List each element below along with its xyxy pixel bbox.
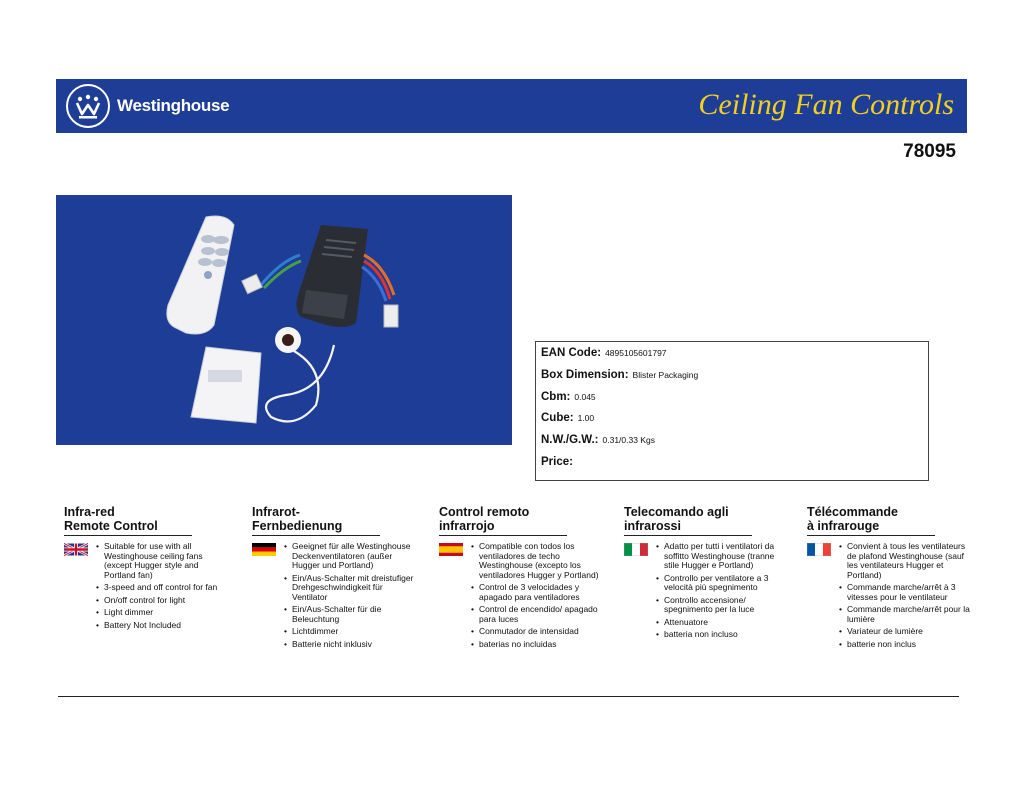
italy-flag-icon xyxy=(624,543,648,556)
language-column-french xyxy=(807,505,970,649)
spec-table xyxy=(535,341,929,481)
list-item: • Suitable for use with all Westinghouse ceiling fans (except Hugger style and Portland fan) xyxy=(96,542,231,580)
feature-list xyxy=(839,542,974,652)
list-item: • Variateur de lumière xyxy=(839,627,974,637)
france-flag-icon xyxy=(807,543,831,556)
divider xyxy=(439,535,567,536)
footer-divider xyxy=(58,696,959,697)
column-title-line: Remote Control xyxy=(64,519,158,533)
list-item: • Conmutador de intensidad xyxy=(471,627,606,637)
list-item: • Commande marche/arrêt à 3 vitesses pour le ventilateur xyxy=(839,583,974,602)
language-column-italian xyxy=(624,505,784,639)
column-title-line: Fernbedienung xyxy=(252,519,343,533)
feature-list xyxy=(284,542,419,652)
column-title xyxy=(624,505,784,535)
spec-label: Cbm: xyxy=(541,391,571,403)
spec-row xyxy=(541,408,594,426)
list-item: • baterias no incluidas xyxy=(471,640,606,650)
list-item: • On/off control for light xyxy=(96,596,231,606)
spec-label: Box Dimension: xyxy=(541,369,629,381)
column-title xyxy=(64,505,224,535)
list-item: • Batterie nicht inklusiv xyxy=(284,640,419,650)
remote-control-icon xyxy=(167,216,234,334)
language-column-spanish xyxy=(439,505,599,649)
list-item: • batterie non inclus xyxy=(839,640,974,650)
spec-value: Blister Packaging xyxy=(632,370,699,380)
product-photo xyxy=(56,195,512,445)
divider xyxy=(252,535,380,536)
list-item: • Convient à tous les ventilateurs de plafond Westinghouse (sauf les ventilateurs Hugger et Portland) xyxy=(839,542,974,580)
list-item: • batteria non incluso xyxy=(656,630,791,640)
column-title-line: infrarrojo xyxy=(439,519,495,533)
spec-value: 0.045 xyxy=(574,392,596,402)
language-column-english xyxy=(64,505,224,630)
list-item: • Light dimmer xyxy=(96,608,231,618)
column-title-line: à infrarouge xyxy=(807,519,880,533)
list-item: • Ein/Aus-Schalter mit dreistufiger Drehgeschwindigkeit für Ventilator xyxy=(284,574,419,603)
column-title xyxy=(252,505,412,535)
list-item: • Lichtdimmer xyxy=(284,627,419,637)
model-number: 78095 xyxy=(903,141,956,162)
spec-row xyxy=(541,343,667,361)
wall-bracket-icon xyxy=(191,347,261,423)
list-item: • Ein/Aus-Schalter für die Beleuchtung xyxy=(284,605,419,624)
uk-flag-icon xyxy=(64,543,88,556)
column-title-line: infrarossi xyxy=(624,519,681,533)
spec-row xyxy=(541,452,577,470)
list-item: • Controllo accensione/ spegnimento per la luce xyxy=(656,596,791,615)
list-item: • Battery Not Included xyxy=(96,621,231,631)
column-title-line: Infrarot- xyxy=(252,505,300,519)
divider xyxy=(807,535,935,536)
spain-flag-icon xyxy=(439,543,463,556)
divider xyxy=(64,535,192,536)
brand-name: Westinghouse xyxy=(117,96,230,115)
column-title-line: Telecomando agli xyxy=(624,505,729,519)
column-title-line: Télécommande xyxy=(807,505,899,519)
list-item: • Control de encendido/ apagado para luces xyxy=(471,605,606,624)
column-title-line: Control remoto xyxy=(439,505,530,519)
feature-list xyxy=(96,542,231,633)
list-item: • Attenuatore xyxy=(656,618,791,628)
spec-label: N.W./G.W.: xyxy=(541,434,599,446)
spec-value: 0.31/0.33 Kgs xyxy=(602,435,655,445)
list-item: • Compatible con todos los ventiladores de techo Westinghouse (excepto los ventiladores Hugger y Portland) xyxy=(471,542,606,580)
list-item: • 3-speed and off control for fan xyxy=(96,583,231,593)
spec-row xyxy=(541,365,698,383)
list-item: • Geeignet für alle Westinghouse Deckenventilatoren (außer Hugger und Portland) xyxy=(284,542,419,571)
column-title xyxy=(439,505,599,535)
list-item: • Adatto per tutti i ventilatori da soffitto Westinghouse (tranne stile Hugger e Portland) xyxy=(656,542,791,571)
column-title-line: Infra-red xyxy=(64,505,115,519)
feature-list xyxy=(471,542,606,652)
page-title: Ceiling Fan Controls xyxy=(698,88,954,121)
spec-label: EAN Code: xyxy=(541,347,602,359)
spec-row xyxy=(541,387,596,405)
language-column-german xyxy=(252,505,414,649)
list-item: • Controllo per ventilatore a 3 velocità più spegnimento xyxy=(656,574,791,593)
spec-value: 4895105601797 xyxy=(605,348,667,358)
germany-flag-icon xyxy=(252,543,276,556)
spec-label: Cube: xyxy=(541,412,574,424)
spec-label: Price: xyxy=(541,456,573,468)
spec-value: 1.00 xyxy=(577,413,595,423)
westinghouse-logo-icon xyxy=(66,84,110,128)
list-item: • Control de 3 velocidades y apagado para ventiladores xyxy=(471,583,606,602)
spec-row xyxy=(541,430,655,448)
receiver-module-icon xyxy=(297,225,368,327)
list-item: • Commande marche/arrêt pour la lumière xyxy=(839,605,974,624)
column-title xyxy=(807,505,967,535)
divider xyxy=(624,535,752,536)
feature-list xyxy=(656,542,791,643)
